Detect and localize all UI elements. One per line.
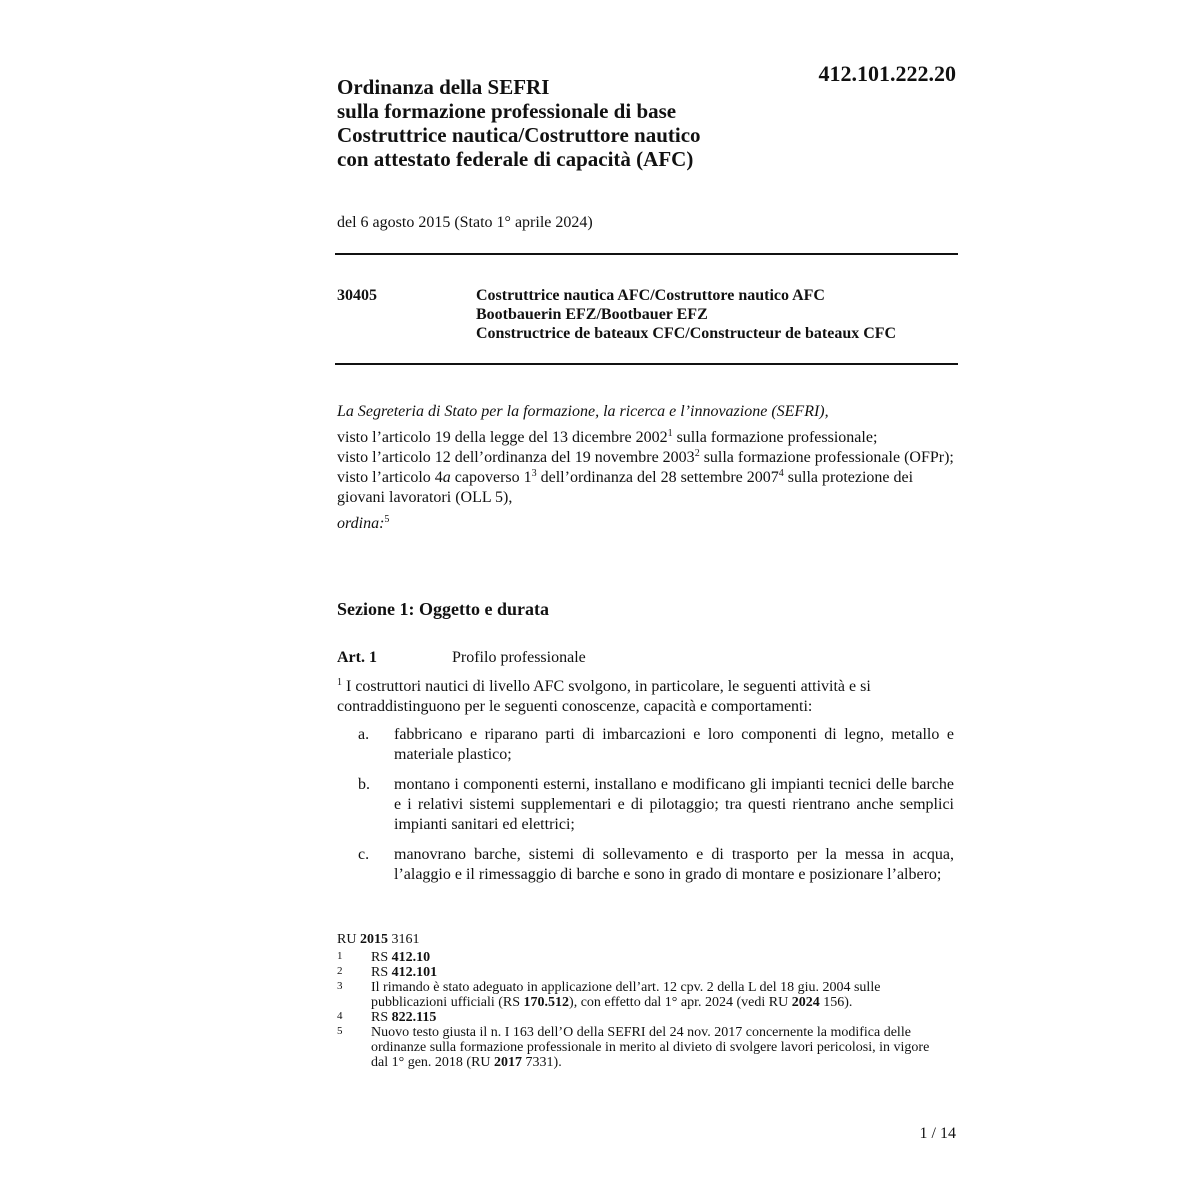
list-text: fabbricano e riparano parti di imbarcazioni e loro componenti di legno, metallo e materiale plastico; — [394, 726, 954, 763]
footnote-text — [371, 1025, 947, 1070]
footnote-prefix: RS — [371, 950, 392, 965]
article-intro — [337, 677, 957, 717]
list-item — [337, 775, 957, 835]
list-marker: a. — [358, 726, 370, 743]
section-heading: Sezione 1: Oggetto e durata — [337, 599, 549, 619]
footnote-ref[interactable]: 1 — [667, 428, 673, 439]
list-item — [337, 845, 957, 885]
footnote-number: 3 — [337, 980, 343, 992]
document-number: 412.101.222.20 — [818, 61, 956, 86]
footnote-body: 156). — [819, 995, 853, 1010]
document-title — [337, 75, 777, 171]
footnote-ref[interactable]: 2 — [694, 448, 700, 459]
footnote-ref[interactable]: 4 — [778, 468, 784, 479]
list-marker: c. — [358, 846, 370, 863]
footnote-body: ), con effetto dal 1° apr. 2024 (vedi RU — [569, 995, 792, 1010]
article-title: Profilo professionale — [452, 649, 586, 666]
footnote — [337, 1010, 947, 1025]
preamble-text: sulla formazione professionale; — [672, 429, 878, 446]
footnote-body: Nuovo testo giusta il n. I 163 dell’O della SEFRI del 24 nov. 2017 concernente la modifica delle ordinanze sulla formazione professionale in merito al divieto di svolgere lavori pericolosi, in vigore dal 1° gen. 2018 (RU — [371, 1025, 930, 1070]
footnote-body: 7331). — [522, 1055, 562, 1070]
preamble-issuer: La Segreteria di Stato per la formazione, la ricerca e l’innovazione (SEFRI), — [337, 403, 829, 420]
article-list — [337, 725, 957, 895]
footnote-prefix: RS — [371, 1010, 392, 1025]
footnote-number: 4 — [337, 1010, 343, 1022]
ru-prefix: RU — [337, 932, 360, 947]
footnote-link[interactable]: 2024 — [791, 995, 820, 1010]
profession-code: 30405 — [337, 287, 377, 304]
title-line: sulla formazione professionale di base — [337, 99, 677, 123]
ru-year: 2015 — [359, 932, 388, 947]
footnote-text — [371, 1010, 947, 1025]
list-marker: b. — [358, 776, 370, 793]
divider-bottom — [335, 363, 958, 365]
document-date: del 6 agosto 2015 (Stato 1° aprile 2024) — [337, 214, 593, 231]
footnote — [337, 950, 947, 965]
footnote — [337, 1025, 947, 1070]
footnote-link[interactable]: 822.115 — [391, 1010, 437, 1025]
preamble-text: capoverso 1 — [450, 469, 532, 486]
article-intro-text: I costruttori nautici di livello AFC svolgono, in particolare, le seguenti attività e si contraddistinguono per le seguenti conoscenze, capacità e comportamenti: — [337, 678, 871, 715]
footnote-text — [371, 965, 947, 980]
preamble-text: sulla protezione dei giovani lavoratori (OLL 5), — [337, 469, 914, 506]
preamble-line — [337, 468, 957, 508]
ru-page: 3161 — [387, 932, 420, 947]
list-item — [337, 725, 957, 765]
list-text: manovrano barche, sistemi di sollevamento e di trasporto per la messa in acqua, l’alaggio e il rimessaggio di barche e sono in grado di montare e posizionare l’albero; — [394, 846, 954, 883]
footnote-link[interactable]: 412.101 — [391, 965, 438, 980]
preamble-text: visto l’articolo 12 dell’ordinanza del 19 novembre 2003 — [337, 449, 695, 466]
footnote-body: Il rimando è stato adeguato in applicazione dell’art. 12 cpv. 2 della L del 18 giu. 2004 sulle pubblicazioni ufficiali (RS — [371, 980, 881, 1010]
footnote-number: 1 — [337, 950, 343, 962]
official-collection-ref — [337, 932, 947, 947]
profession-name: Costruttrice nautica AFC/Costruttore nautico AFC — [476, 287, 825, 304]
preamble-line — [337, 428, 957, 448]
footnote-text — [371, 950, 947, 965]
preamble-text: visto l’articolo 19 della legge del 13 dicembre 2002 — [337, 429, 668, 446]
footnote — [337, 980, 947, 1010]
preamble-text: dell’ordinanza del 28 settembre 2007 — [536, 469, 779, 486]
preamble-text: sulla formazione professionale (OFPr); — [699, 449, 954, 466]
divider-top — [335, 253, 958, 255]
footnote-link[interactable]: 412.10 — [391, 950, 431, 965]
title-line: Costruttrice nautica/Costruttore nautico — [337, 123, 701, 147]
footnote-number: 5 — [337, 1025, 343, 1037]
profession-name: Constructrice de bateaux CFC/Constructeur de bateaux CFC — [476, 325, 897, 342]
footnote-ref[interactable]: 3 — [531, 468, 537, 479]
footnote-link[interactable]: 2017 — [494, 1055, 523, 1070]
footnote-ref[interactable]: 5 — [384, 514, 390, 525]
footnote-text — [371, 980, 947, 1010]
footnote-prefix: RS — [371, 965, 392, 980]
page-number: 1 / 14 — [919, 1125, 956, 1142]
title-line: con attestato federale di capacità (AFC) — [337, 147, 694, 171]
paragraph-number: 1 — [337, 677, 342, 688]
preamble — [337, 402, 957, 534]
profession-name: Bootbauerin EFZ/Bootbauer EFZ — [476, 306, 708, 323]
ordina-text: ordina: — [337, 515, 385, 532]
preamble-text: a — [442, 469, 451, 486]
footnote-link[interactable]: 170.512 — [523, 995, 570, 1010]
footnote-number: 2 — [337, 965, 343, 977]
preamble-line — [337, 448, 957, 468]
footnotes — [337, 932, 947, 1070]
list-text: montano i componenti esterni, installano e modificano gli impianti tecnici delle barche e i relativi sistemi supplementari e di pilotaggio; tra questi rientrano anche semplici impianti sanitari ed elettrici; — [394, 776, 954, 833]
profession-names — [476, 286, 960, 343]
footnote — [337, 965, 947, 980]
preamble-ordina — [337, 514, 957, 534]
title-line: Ordinanza della SEFRI — [337, 75, 550, 99]
preamble-text: visto l’articolo 4 — [337, 469, 443, 486]
article-label: Art. 1 — [337, 649, 377, 666]
